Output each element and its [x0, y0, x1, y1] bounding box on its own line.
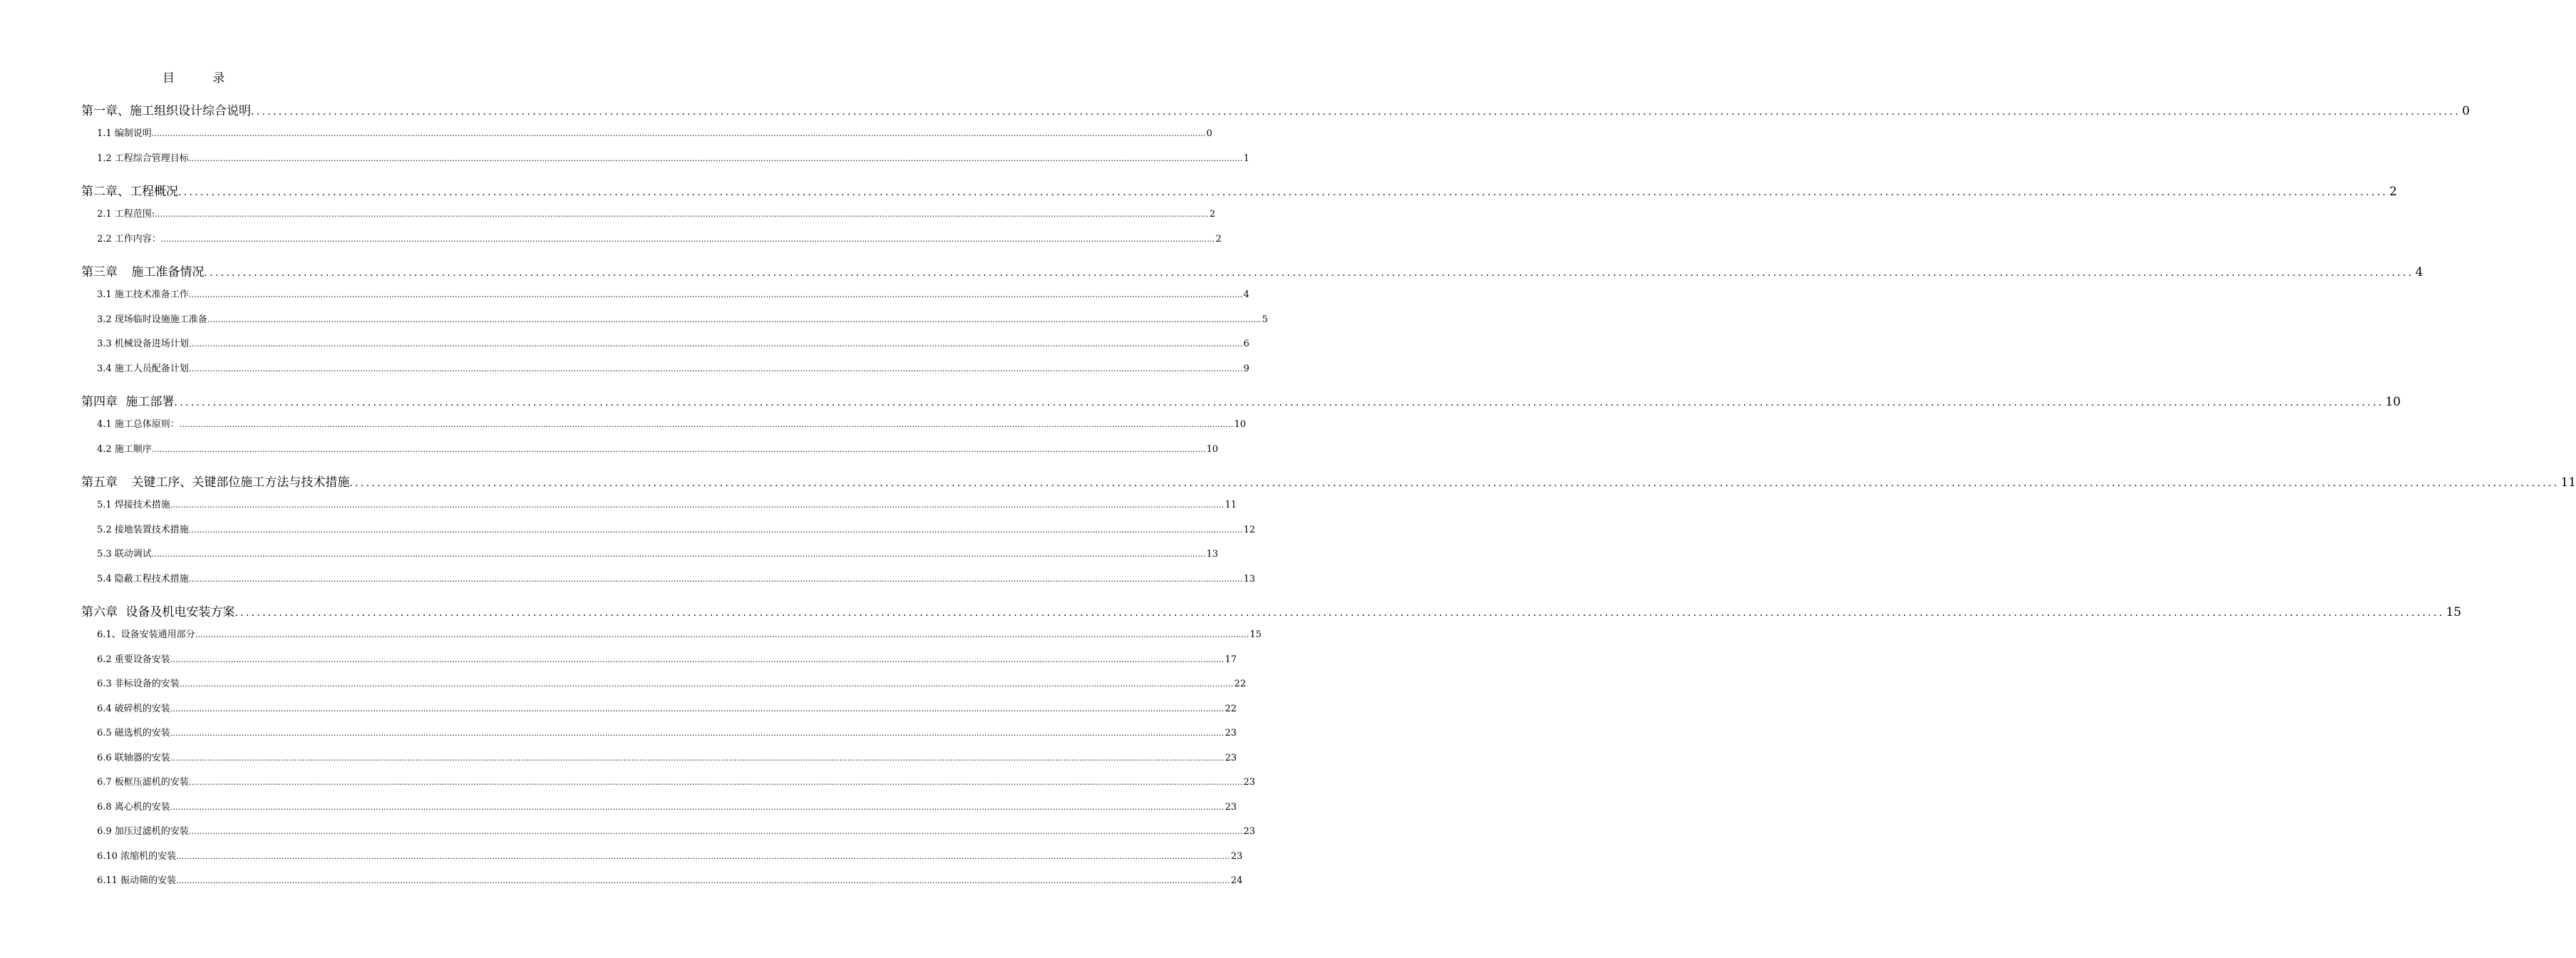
toc-entry-text: 5.4 隐蔽工程技术措施	[97, 574, 189, 584]
toc-entry-text: 2.2 工作内容：	[97, 234, 161, 244]
toc-page-number: 13	[1206, 549, 1218, 560]
toc-entry-text: 6.8 离心机的安装	[97, 802, 170, 813]
toc-section-6-9[interactable]	[97, 823, 1255, 837]
dot-leader: ................................................................................................................................................................................................................................................................................................................................................................................................................	[176, 876, 1230, 885]
toc-page-number: 10	[2385, 395, 2401, 409]
toc-page-number: 5	[1262, 314, 1268, 325]
dot-leader: ................................................................................................................................................................................................................................................................................................................................................................................................................	[178, 187, 2389, 198]
toc-page-number: 23	[1225, 802, 1237, 813]
toc-entry-text: 1.2 工程综合管理目标	[97, 153, 189, 164]
toc-page-number: 23	[1225, 753, 1237, 763]
dot-leader: ................................................................................................................................................................................................................................................................................................................................................................................................................	[170, 704, 1225, 714]
toc-page-number: 2	[1215, 234, 1222, 244]
toc-section-2-1[interactable]	[97, 206, 1216, 220]
toc-page-number: 9	[1243, 364, 1250, 374]
toc-entry-text: 第五章 关键工序、关键部位施工方法与技术措施	[81, 475, 350, 490]
toc-entry-text: 3.3 机械设备进场计划	[97, 339, 189, 349]
toc-page-number: 23	[1243, 826, 1255, 837]
toc-chapter-2[interactable]	[81, 181, 2397, 199]
toc-page-number: 2	[1209, 209, 1216, 220]
toc-page-number: 10	[1234, 419, 1246, 430]
toc-section-6-10[interactable]	[97, 848, 1243, 862]
toc-chapter-1[interactable]	[81, 101, 2470, 118]
toc-page-number: 13	[1243, 574, 1255, 584]
toc-section-6-3[interactable]	[97, 676, 1246, 689]
dot-leader: ................................................................................................................................................................................................................................................................................................................................................................................................................	[188, 339, 1243, 349]
toc-entry-text: 5.1 焊接技术措施	[97, 500, 170, 510]
toc-entry-text: 6.11 振动筛的安装	[97, 875, 177, 886]
toc-section-6-1[interactable]	[97, 627, 1262, 640]
toc-section-5-1[interactable]	[97, 497, 1237, 510]
toc-section-5-3[interactable]	[97, 546, 1218, 560]
dot-leader: ................................................................................................................................................................................................................................................................................................................................................................................................................	[170, 655, 1225, 664]
dot-leader: ................................................................................................................................................................................................................................................................................................................................................................................................................	[155, 210, 1209, 219]
toc-entry-text: 2.1 工程范围:	[97, 209, 155, 220]
toc-entry-text: 6.4 破碎机的安装	[97, 704, 170, 714]
toc-entry-text: 6.7 板框压滤机的安装	[97, 777, 189, 788]
dot-leader: ................................................................................................................................................................................................................................................................................................................................................................................................................	[188, 154, 1243, 163]
dot-leader: ................................................................................................................................................................................................................................................................................................................................................................................................................	[188, 525, 1243, 535]
toc-entry-text: 6.2 重要设备安装	[97, 654, 170, 665]
toc-page-number: 2	[2389, 185, 2397, 199]
toc-chapter-5[interactable]	[81, 472, 2576, 490]
toc-page-number: 17	[1225, 654, 1237, 665]
toc-section-6-8[interactable]	[97, 799, 1237, 813]
toc-page-number: 6	[1243, 339, 1250, 349]
dot-leader: ................................................................................................................................................................................................................................................................................................................................................................................................................	[179, 420, 1234, 429]
toc-page-number: 23	[1243, 777, 1255, 788]
dot-leader: ................................................................................................................................................................................................................................................................................................................................................................................................................	[204, 267, 2414, 279]
toc-entry-text: 第四章 施工部署	[81, 395, 175, 409]
dot-leader: ................................................................................................................................................................................................................................................................................................................................................................................................................	[151, 550, 1206, 559]
toc-entry-text: 第一章、施工组织设计综合说明	[81, 104, 251, 118]
toc-section-1-2[interactable]	[97, 150, 1250, 164]
toc-section-2-2[interactable]	[97, 231, 1222, 244]
toc-section-6-2[interactable]	[97, 651, 1237, 665]
dot-leader: ................................................................................................................................................................................................................................................................................................................................................................................................................	[235, 607, 2445, 619]
toc-page-number: 0	[2462, 104, 2470, 118]
dot-leader: ................................................................................................................................................................................................................................................................................................................................................................................................................	[170, 728, 1225, 738]
toc-entry-text: 4.2 施工顺序	[97, 444, 152, 455]
toc-entry-text: 4.1 施工总体原则：	[97, 419, 180, 430]
toc-entry-text: 第二章、工程概况	[81, 185, 178, 199]
dot-leader: ................................................................................................................................................................................................................................................................................................................................................................................................................	[170, 753, 1225, 763]
toc-section-6-4[interactable]	[97, 701, 1237, 714]
toc-section-4-2[interactable]	[97, 441, 1218, 455]
toc-section-5-2[interactable]	[97, 522, 1255, 535]
dot-leader: ................................................................................................................................................................................................................................................................................................................................................................................................................	[188, 575, 1243, 584]
toc-page-number: 22	[1225, 704, 1237, 714]
toc-section-6-5[interactable]	[97, 725, 1237, 738]
toc-section-3-3[interactable]	[97, 336, 1250, 349]
toc-section-3-2[interactable]	[97, 311, 1268, 325]
toc-page-number: 0	[1206, 128, 1212, 139]
toc-chapter-3[interactable]	[81, 262, 2423, 279]
toc-section-4-1[interactable]	[97, 416, 1246, 430]
toc-page-number: 15	[2446, 605, 2462, 619]
toc-page-number: 4	[2415, 265, 2423, 279]
toc-section-6-11[interactable]	[97, 872, 1243, 886]
toc-entry-text: 第三章 施工准备情况	[81, 265, 205, 279]
toc-section-6-7[interactable]	[97, 774, 1255, 788]
dot-leader: ................................................................................................................................................................................................................................................................................................................................................................................................................	[188, 290, 1243, 299]
toc-section-1-1[interactable]	[97, 125, 1212, 139]
toc-entry-text: 5.3 联动调试	[97, 549, 152, 560]
toc-page-number: 11	[1225, 500, 1237, 510]
toc-entry-text: 6.3 非标设备的安装	[97, 679, 180, 689]
toc-chapter-4[interactable]	[81, 391, 2401, 409]
toc-page-number: 24	[1230, 875, 1243, 886]
toc-page-number: 12	[1243, 525, 1255, 535]
dot-leader: ................................................................................................................................................................................................................................................................................................................................................................................................................	[176, 852, 1230, 861]
toc-page-number: 1	[1243, 153, 1250, 164]
toc-entry-text: 3.2 现场临时设施施工准备	[97, 314, 207, 325]
dot-leader: ................................................................................................................................................................................................................................................................................................................................................................................................................	[179, 679, 1234, 689]
toc-entry-text: 3.4 施工人员配备计划	[97, 364, 189, 374]
toc-page-number: 15	[1250, 629, 1262, 640]
toc-section-3-4[interactable]	[97, 361, 1250, 374]
toc-entry-text: 6.10 浓缩机的安装	[97, 851, 177, 862]
toc-section-6-6[interactable]	[97, 750, 1237, 763]
toc-entry-text: 6.5 磁选机的安装	[97, 728, 170, 738]
dot-leader: ................................................................................................................................................................................................................................................................................................................................................................................................................	[151, 129, 1206, 138]
dot-leader: ................................................................................................................................................................................................................................................................................................................................................................................................................	[349, 478, 2560, 489]
toc-chapter-6[interactable]	[81, 602, 2462, 619]
toc-page-number: 11	[2560, 475, 2576, 490]
toc-page-number: 23	[1225, 728, 1237, 738]
toc-page-number: 23	[1230, 851, 1243, 862]
dot-leader: ................................................................................................................................................................................................................................................................................................................................................................................................................	[188, 364, 1243, 374]
dot-leader: ................................................................................................................................................................................................................................................................................................................................................................................................................	[151, 445, 1206, 454]
toc-section-5-4[interactable]	[97, 571, 1255, 584]
toc-entry-text: 6.6 联轴器的安装	[97, 753, 170, 763]
toc-entry-text: 1.1 编制说明	[97, 128, 152, 139]
dot-leader: ................................................................................................................................................................................................................................................................................................................................................................................................................	[174, 397, 2384, 408]
toc-page-number: 10	[1206, 444, 1218, 455]
dot-leader: ................................................................................................................................................................................................................................................................................................................................................................................................................	[251, 106, 2461, 118]
toc-entry-text: 6.9 加压过滤机的安装	[97, 826, 189, 837]
toc-entry-text: 3.1 施工技术准备工作	[97, 289, 189, 300]
dot-leader: ................................................................................................................................................................................................................................................................................................................................................................................................................	[170, 500, 1225, 510]
toc-page-number: 4	[1243, 289, 1250, 300]
toc-title: 目 录	[163, 71, 242, 86]
toc-page-number: 22	[1234, 679, 1246, 689]
dot-leader: ................................................................................................................................................................................................................................................................................................................................................................................................................	[170, 803, 1225, 812]
toc-section-3-1[interactable]	[97, 287, 1250, 300]
toc-entry-text: 5.2 接地装置技术措施	[97, 525, 189, 535]
dot-leader: ................................................................................................................................................................................................................................................................................................................................................................................................................	[188, 778, 1243, 787]
dot-leader: ................................................................................................................................................................................................................................................................................................................................................................................................................	[160, 235, 1215, 244]
toc-entry-text: 第六章 设备及机电安装方案	[81, 605, 235, 619]
dot-leader: ................................................................................................................................................................................................................................................................................................................................................................................................................	[188, 827, 1243, 836]
toc-entry-text: 6.1、设备安装通用部分	[97, 629, 195, 640]
dot-leader: ................................................................................................................................................................................................................................................................................................................................................................................................................	[207, 315, 1262, 324]
dot-leader: ................................................................................................................................................................................................................................................................................................................................................................................................................	[195, 630, 1250, 639]
